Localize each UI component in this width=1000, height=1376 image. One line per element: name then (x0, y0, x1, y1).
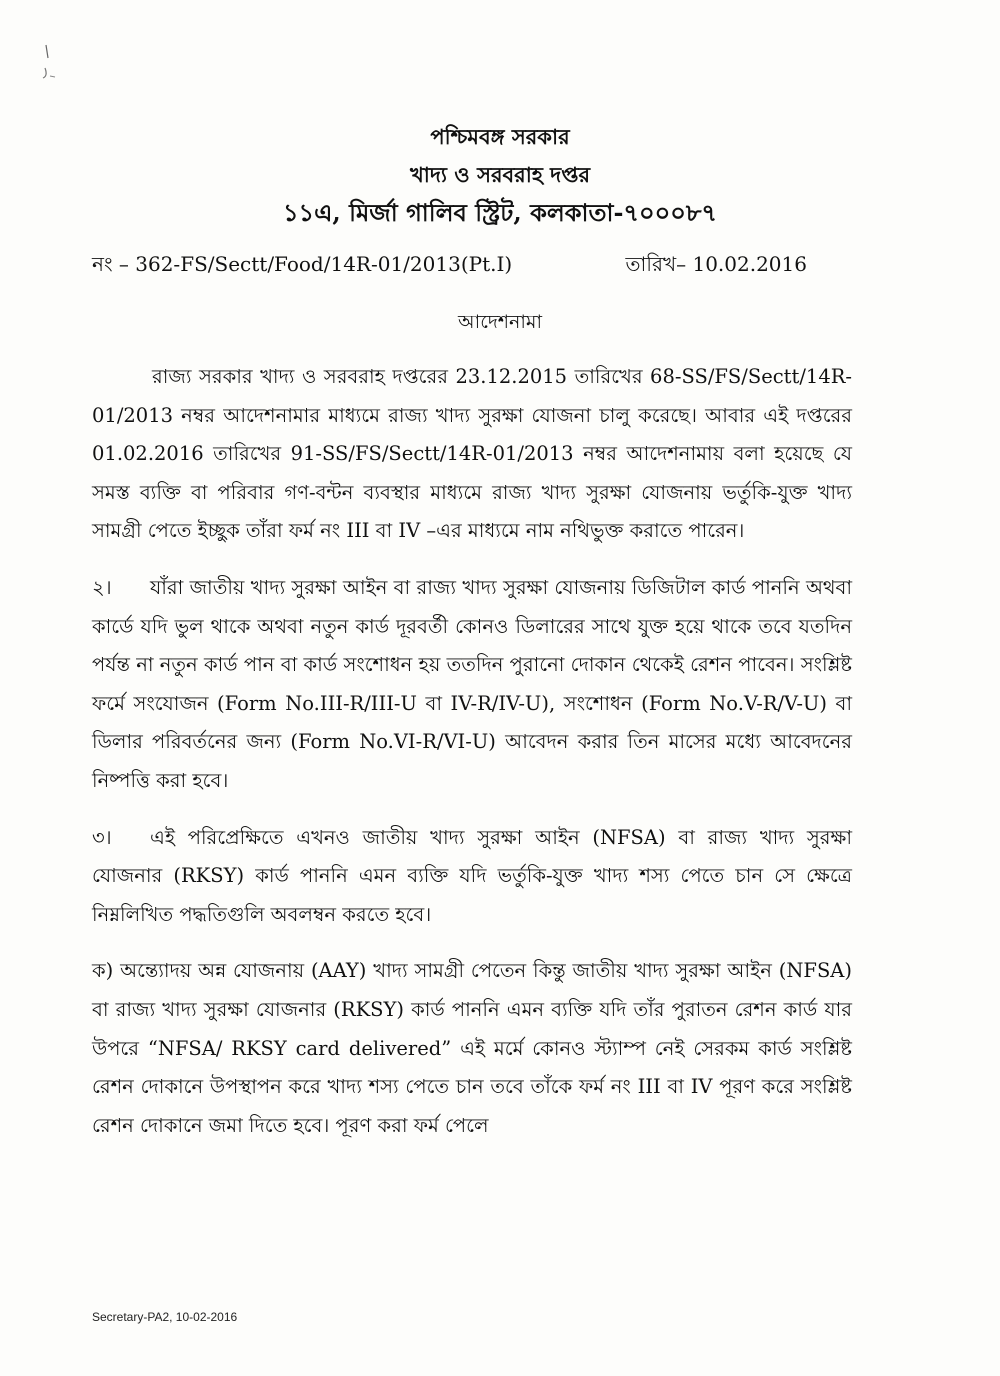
paragraph-4: ক) অন্ত্যোদয় অন্ন যোজনায় (AAY) খাদ্য সামগ্রী পেতেন কিন্তু জাতীয় খাদ্য সুরক্ষা আইন (NFSA) বা রাজ্য খাদ্য সুরক্ষা যোজনার (RKSY) কার্ড পাননি এমন ব্যক্তি যদি তাঁর পুরাতন রেশন কার্ড যার উপরে “NFSA/ RKSY card delivered” এই মর্মে কোনও স্ট্যাম্প নেই সেরকম কার্ড সংশ্লিষ্ট রেশন দোকানে উপস্থাপন করে খাদ্য শস্য পেতে চান তবে তাঁকে ফর্ম নং III বা IV পূরণ করে সংশ্লিষ্ট রেশন দোকানে জমা দিতে হবে। পূরণ করা ফর্ম পেলে (92, 959, 852, 1137)
paragraph-1: রাজ্য সরকার খাদ্য ও সরবরাহ দপ্তরের 23.12.2015 তারিখের 68-SS/FS/Sectt/14R-01/2013 নম্বর আদেশনামার মাধ্যমে রাজ্য খাদ্য সুরক্ষা যোজনা চালু করেছে। আবার এই দপ্তরের 01.02.2016 তারিখের 91-SS/FS/Sectt/14R-01/2013 নম্বর আদেশনামায় বলা হয়েছে যে সমস্ত ব্যক্তি বা পরিবার গণ-বন্টন ব্যবস্থার মাধ্যমে রাজ্য খাদ্য সুরক্ষা যোজনায় ভর্তুকি-যুক্ত খাদ্য সামগ্রী পেতে ইচ্ছুক তাঁরা ফর্ম নং III বা IV –এর মাধ্যমে নাম নথিভুক্ত করাতে পারেন। (92, 365, 852, 543)
department-name: খাদ্য ও সরবরাহ দপ্তর (409, 162, 591, 187)
memo-date: তারিখ– 10.02.2016 (625, 252, 807, 276)
paragraph-2-text: যাঁরা জাতীয় খাদ্য সুরক্ষা আইন বা রাজ্য খাদ্য সুরক্ষা যোজনায় ডিজিটাল কার্ড পাননি অথবা কার্ডে যদি ভুল থাকে অথবা নতুন কার্ড দূরবর্তী কোনও ডিলারের সাথে যুক্ত হয়ে থাকে তবে যতদিন পর্যন্ত না নতুন কার্ড পান বা কার্ড সংশোধন হয় ততদিন পুরানো দোকান থেকেই রেশন পাবেন। সংশ্লিষ্ট ফর্মে সংযোজন (Form No.III-R/III-U বা IV-R/IV-U), সংশোধন (Form No.V-R/V-U) বা ডিলার পরিবর্তনের জন্য (Form No.VI-R/VI-U) আবেদন করার তিন মাসের মধ্যে আবেদনের নিষ্পত্তি করা হবে। (92, 575, 852, 792)
pen-marks-scribble (38, 40, 68, 90)
document-body (92, 358, 852, 1145)
letterhead (0, 118, 1000, 232)
order-title: আদেশনামা (458, 311, 542, 333)
paragraph-3-number: ৩। (92, 825, 112, 849)
department-address: ১১এ, মির্জা গালিব স্ট্রিট, কলকাতা-৭০০০৮৭ (282, 198, 718, 227)
govt-name: পশ্চিমবঙ্গ সরকার (430, 124, 570, 149)
memo-number: নং – 362-FS/Sectt/Food/14R-01/2013(Pt.I) (92, 252, 513, 276)
paragraph-3 (92, 819, 852, 935)
paragraph-2-number: ২। (92, 575, 112, 599)
paragraph-2 (92, 569, 852, 801)
footer-note: Secretary-PA2, 10-02-2016 (92, 1310, 238, 1324)
paragraph-3-text: এই পরিপ্রেক্ষিতে এখনও জাতীয় খাদ্য সুরক্ষা আইন (NFSA) বা রাজ্য খাদ্য সুরক্ষা যোজনার (RKSY) কার্ড পাননি এমন ব্যক্তি যদি ভর্তুকি-যুক্ত খাদ্য শস্য পেতে চান সে ক্ষেত্রে নিম্নলিখিত পদ্ধতিগুলি অবলম্বন করতে হবে। (92, 825, 852, 926)
